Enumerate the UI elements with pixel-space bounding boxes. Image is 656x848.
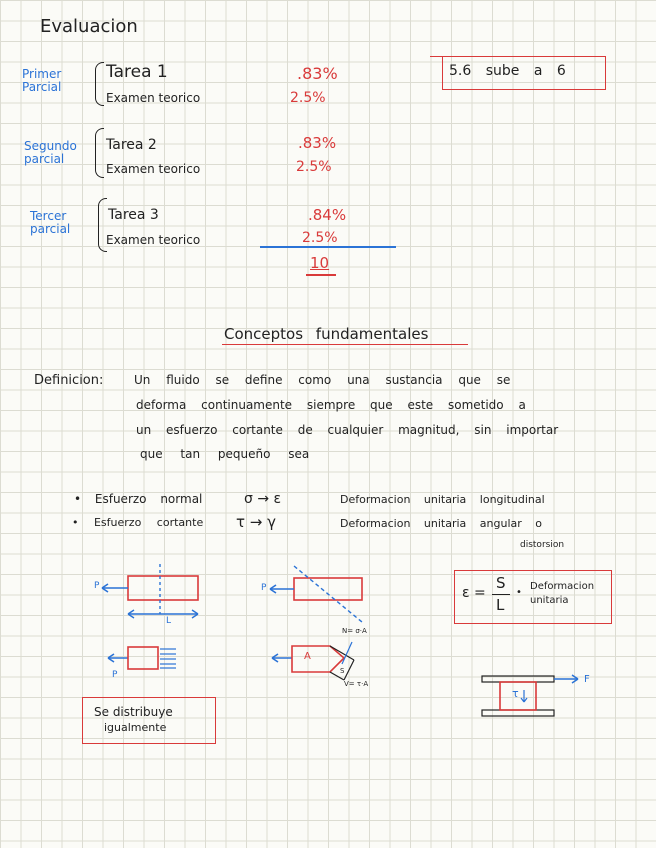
strain-numerator: S — [496, 574, 506, 592]
section-underline — [222, 344, 468, 345]
distributed-load-diagram — [100, 646, 190, 686]
bullet-desc: Deformacion unitaria angular o — [340, 517, 543, 530]
item-name: Examen teorico — [106, 91, 201, 105]
definition-line: que tan pequeño sea — [140, 447, 310, 461]
distribute-note-line: igualmente — [104, 721, 167, 734]
item-value: .84% — [308, 206, 347, 224]
strain-desc: unitaria — [530, 595, 569, 606]
definition-line: Un fluido se define como una sustancia que se — [134, 373, 511, 387]
item-name: Tarea 3 — [108, 207, 159, 223]
shear-force-label: V= τ·A — [344, 680, 369, 688]
bullet-symbol: τ → γ — [236, 513, 277, 531]
definition-line: deforma continuamente siempre que este sometido a — [136, 398, 526, 412]
shear-symbol: τ — [512, 687, 519, 700]
brace-2 — [95, 128, 104, 178]
distribute-note-line: Se distribuye — [94, 705, 173, 719]
sum-line — [260, 246, 396, 248]
tension-bar-diagram — [90, 564, 210, 634]
item-value: 2.5% — [290, 90, 326, 106]
item-value: .83% — [298, 134, 337, 152]
item-name: Tarea 1 — [106, 62, 168, 82]
total-value: 10 — [310, 254, 330, 272]
item-name: Tarea 2 — [106, 137, 157, 153]
strain-lhs: ε = — [462, 585, 486, 601]
bullet-desc-cont: distorsion — [520, 540, 565, 550]
load-label-p: P — [261, 583, 267, 593]
strain-dot: • — [516, 587, 522, 598]
shear-element-diagram — [478, 672, 598, 722]
load-label-p: P — [94, 581, 100, 591]
section-title: Conceptos fundamentales — [224, 325, 429, 343]
definition-label: Definicion: — [34, 373, 104, 388]
note-text: 5.6 sube a 6 — [449, 63, 566, 79]
cut-label-s: S — [340, 667, 345, 675]
length-label-l: L — [166, 616, 172, 626]
partial-label-3: Tercer parcial — [30, 209, 71, 236]
fraction-bar — [492, 594, 510, 595]
item-value: 2.5% — [302, 230, 338, 246]
force-label-f: F — [584, 674, 590, 685]
brace-1 — [95, 62, 104, 106]
bullet-text: • Esfuerzo normal — [74, 492, 203, 506]
inclined-cut-diagram — [258, 564, 378, 634]
item-name: Examen teorico — [106, 233, 201, 247]
bullet-symbol: σ → ε — [244, 491, 282, 507]
item-value: .83% — [297, 64, 338, 83]
normal-force-label: N= σ·A — [342, 627, 367, 635]
total-underline — [306, 274, 336, 276]
cut-element-diagram — [266, 634, 396, 694]
item-value: 2.5% — [296, 159, 332, 175]
bullet-text: • Esfuerzo cortante — [72, 516, 204, 529]
partial-label-2: Segundo parcial — [24, 139, 77, 166]
strain-denominator: L — [496, 596, 505, 614]
definition-line: un esfuerzo cortante de cualquier magnitud, sin importar — [136, 423, 559, 437]
item-name: Examen teorico — [106, 162, 201, 176]
partial-label-1: Primer Parcial — [22, 67, 62, 94]
area-label-a: A — [304, 651, 311, 662]
page-heading: Evaluacion — [40, 16, 138, 37]
bullet-desc: Deformacion unitaria longitudinal — [340, 493, 545, 506]
strain-desc: Deformacion — [530, 581, 595, 592]
load-label-p: P — [112, 670, 118, 680]
